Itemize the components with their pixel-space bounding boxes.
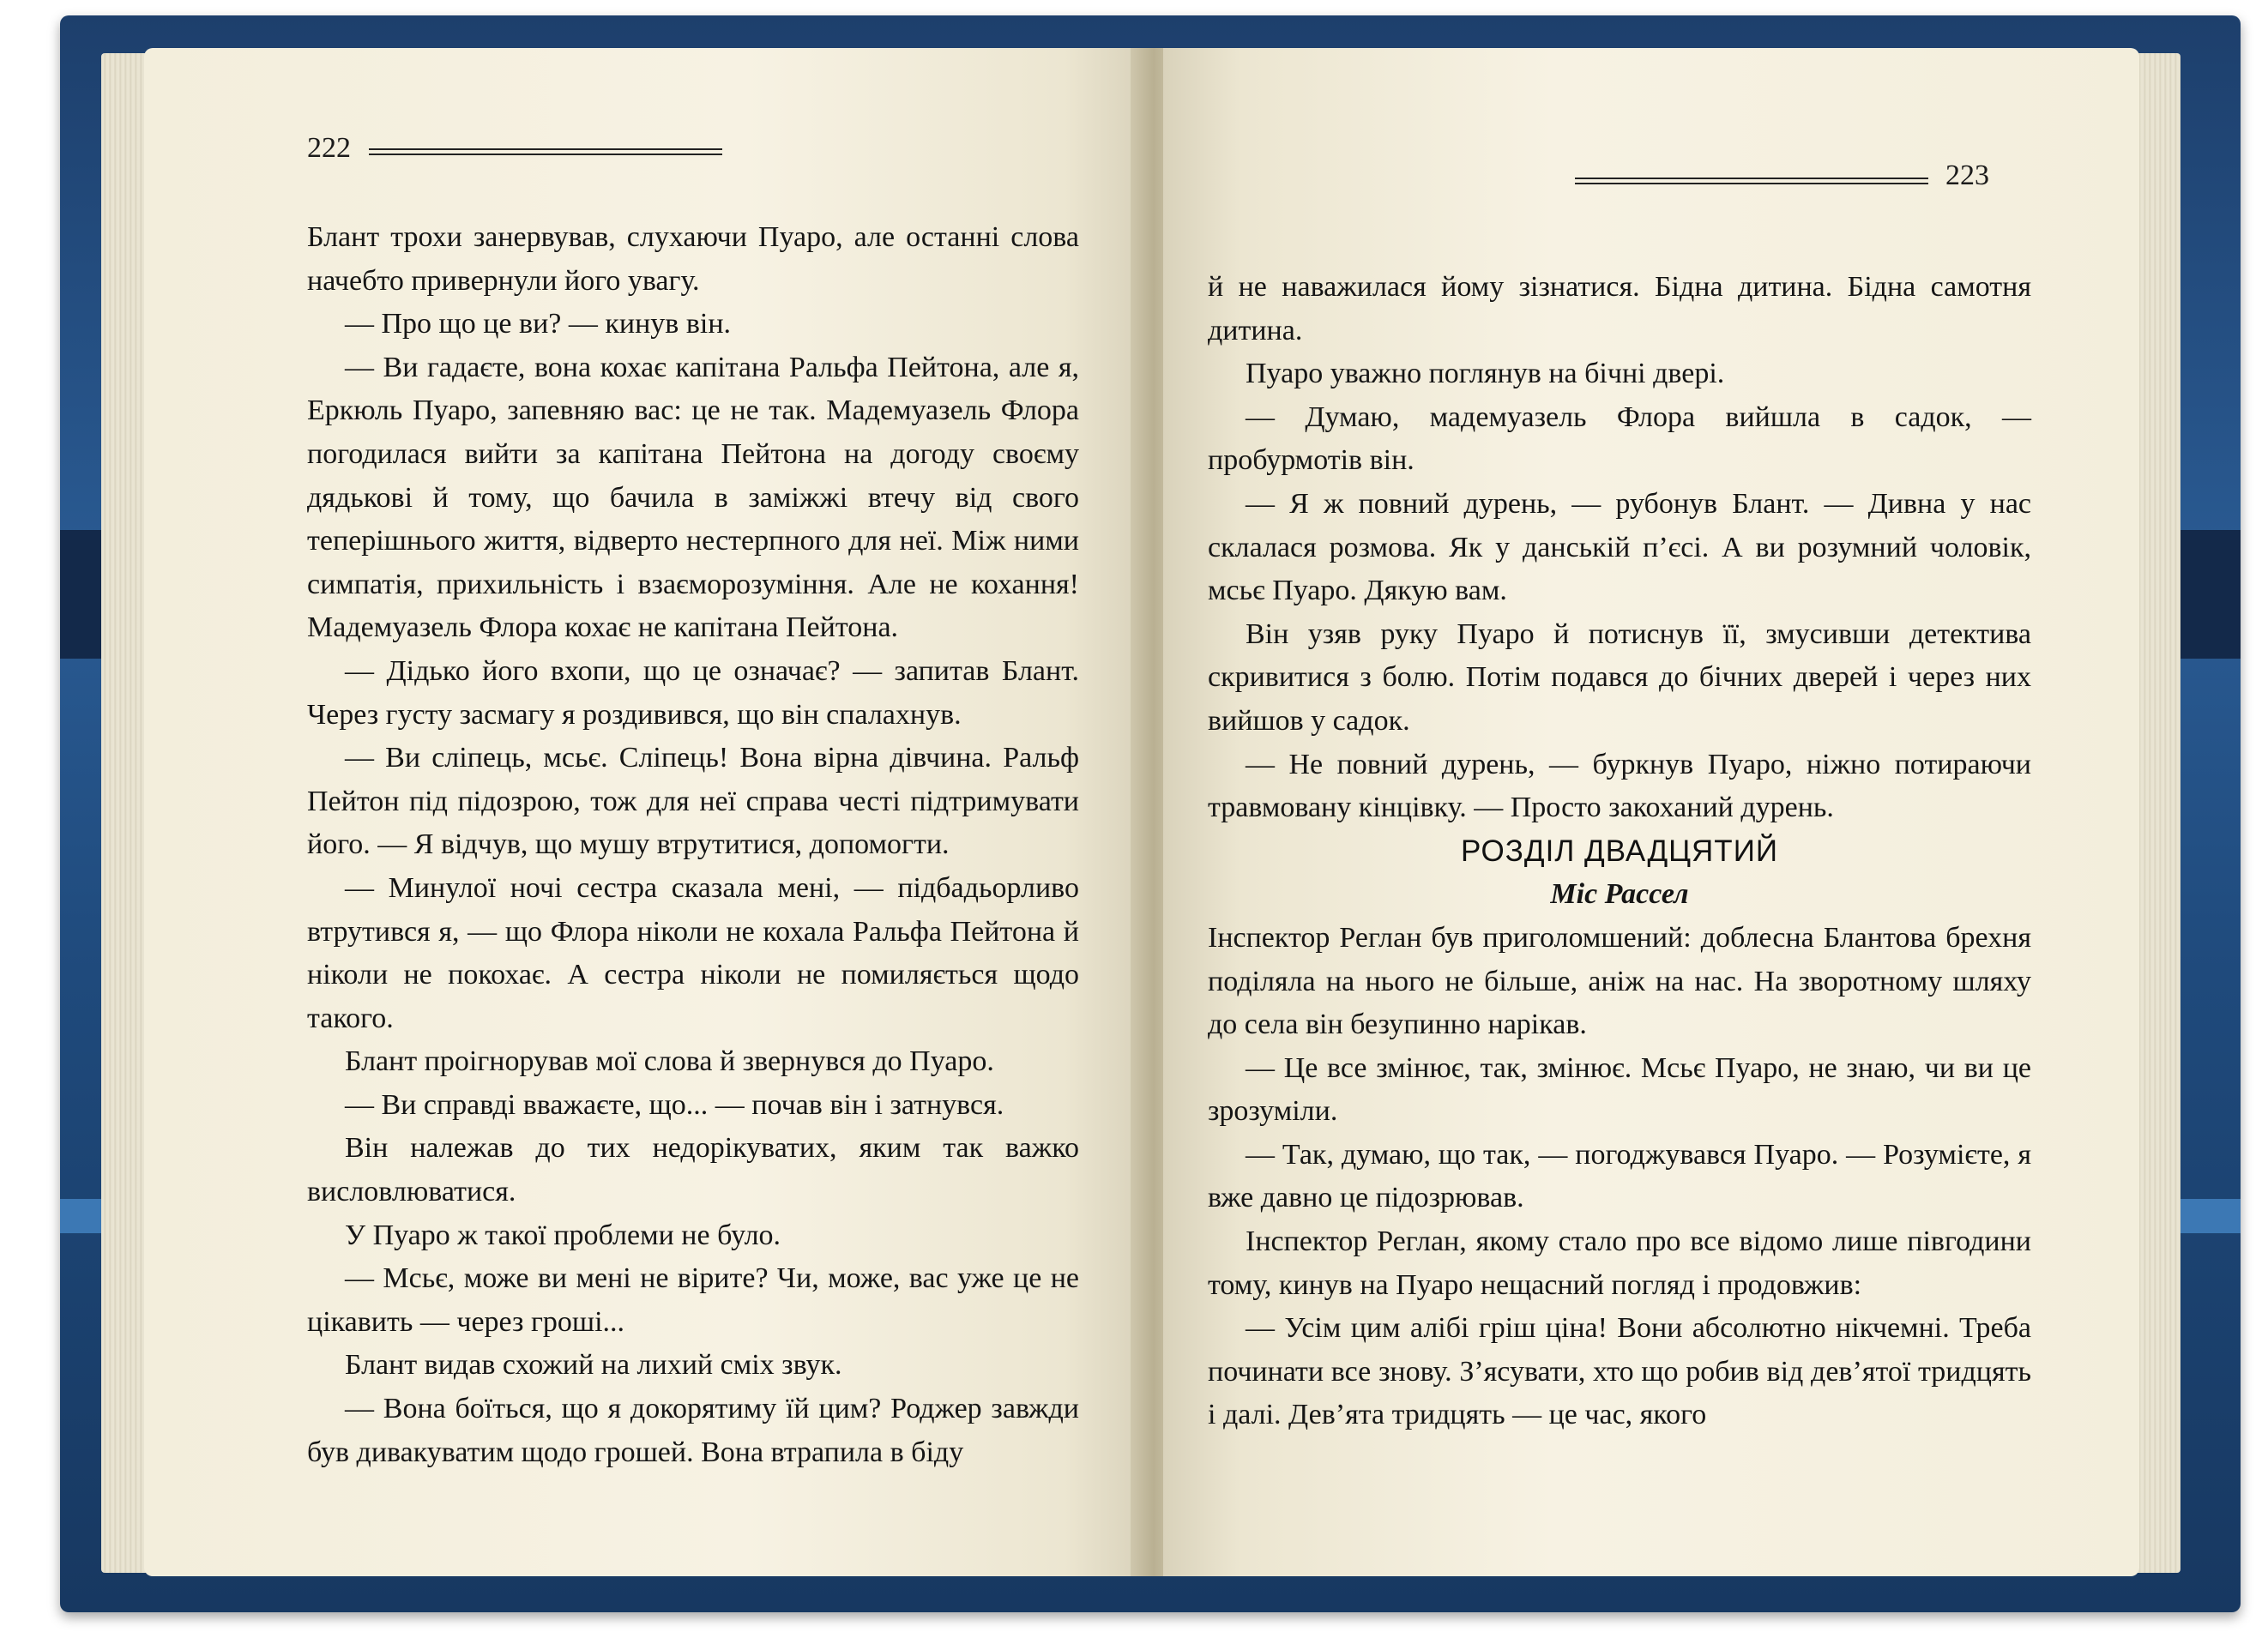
header-rule-right: [1575, 177, 1928, 187]
paragraph: — Про що це ви? — кинув він.: [345, 308, 732, 340]
paragraph: Пуаро уважно поглянув на бічні двері.: [1246, 358, 1725, 390]
paragraph: — Ви справді вважаєте, що... — почав він і затнувся.: [345, 1088, 1004, 1121]
paragraph: Блант видав схожий на лихий сміх звук.: [345, 1349, 842, 1382]
paragraph: Інспектор Реглан, якому стало про все відомо лише півгодини тому, кинув на Пуаро нещасний погляд і продовжив:: [1208, 1225, 2031, 1301]
paragraph: — Не повний дурень, — буркнув Пуаро, ніжно потираючи травмовану кінцівку. — Просто закоханий дурень.: [1208, 748, 2031, 824]
right-page: [1163, 48, 2139, 1576]
right-page-text: [1208, 266, 2031, 1437]
chapter-subtitle: Міс Рассел: [1550, 878, 1689, 911]
header-rule-left: [369, 148, 722, 158]
paragraph: Він належав до тих недорікуватих, яким так важко висловлюватися.: [307, 1132, 1079, 1208]
paragraph: — Це все змінює, так, змінює. Мсьє Пуаро, не знаю, чи ви це зрозуміли.: [1208, 1051, 2031, 1128]
left-page: [144, 48, 1144, 1576]
paragraph: — Думаю, мадемуазель Флора вийшла в садок, — пробурмотів він.: [1208, 400, 2031, 477]
paragraph: — Ви гадаєте, вона кохає капітана Ральфа Пейтона, але я, Еркюль Пуаро, запевняю вас: це не так. Мадемуазель Флора погодилася вийти за капітана Пейтона на догоду своєму дядькові й тому, що бачила в заміжжі втечу від свого теперішнього життя, відверто нестерпного для неї. Між ними симпатія, прихильність і взаєморозуміння. Але не кохання! Мадемуазель Флора кохає не капітана Пейтона.: [307, 351, 1079, 644]
page-number-right: 223: [1945, 160, 1989, 191]
paragraph: — Вона боїться, що я докорятиму їй цим? Роджер завжди був дивакуватим щодо грошей. Вона втрапила в біду: [307, 1393, 1079, 1468]
paragraph: — Мсьє, може ви мені не вірите? Чи, може, вас уже це не цікавить — через гроші...: [307, 1262, 1079, 1338]
page-number-left: 222: [307, 132, 351, 164]
paragraph: — Минулої ночі сестра сказала мені, — підбадьорливо втрутився я, — що Флора ніколи не кохала Ральфа Пейтона й ніколи не покохає. А сестра ніколи не помиляється щодо такого.: [307, 871, 1079, 1034]
chapter-title: РОЗДІЛ ДВАДЦЯТИЙ: [1460, 834, 1779, 868]
paragraph: — Дідько його вхопи, що це означає? — запитав Блант. Через густу засмагу я роздивився, що він спалахнув.: [307, 654, 1079, 731]
paragraph: — Ви сліпець, мсьє. Сліпець! Вона вірна дівчина. Ральф Пейтон під підозрою, тож для неї справа честі підтримувати його. — Я відчув, що мушу втрутитися, допомогти.: [307, 742, 1079, 861]
paragraph: — Так, думаю, що так, — погоджувався Пуаро. — Розумієте, я вже давно це підозрював.: [1208, 1138, 2031, 1214]
paragraph: Він узяв руку Пуаро й потиснув її, змусивши детектива скривитися з болю. Потім подався до бічних дверей і через них вийшов у садок.: [1208, 617, 2031, 737]
paragraph: У Пуаро ж такої проблеми не було.: [345, 1219, 781, 1251]
paragraph: — Я ж повний дурень, — рубонув Блант. — Дивна у нас склалася розмова. Як у данській п’єсі. А ви розумний чоловік, мсьє Пуаро. Дякую вам.: [1208, 487, 2031, 607]
left-page-text: [307, 216, 1079, 1474]
paragraph: — Усім цим алібі гріш ціна! Вони абсолютно нікчемні. Треба починати все знову. З’ясувати, хто що робив від дев’ятої тридцять і далі. Дев’ята тридцять — це час, якого: [1208, 1312, 2031, 1431]
paragraph: й не наважилася йому зізнатися. Бідна дитина. Бідна самотня дитина.: [1208, 271, 2031, 346]
paragraph: Інспектор Реглан був приголомшений: доблесна Блантова брехня поділяла на нього не більше, аніж на нас. На зворотному шляху до села він безупинно нарікав.: [1208, 921, 2031, 1041]
paragraph: Блант трохи занервував, слухаючи Пуаро, але останні слова начебто привернули його увагу.: [307, 221, 1079, 297]
paragraph: Блант проігнорував мої слова й звернувся до Пуаро.: [345, 1045, 994, 1078]
